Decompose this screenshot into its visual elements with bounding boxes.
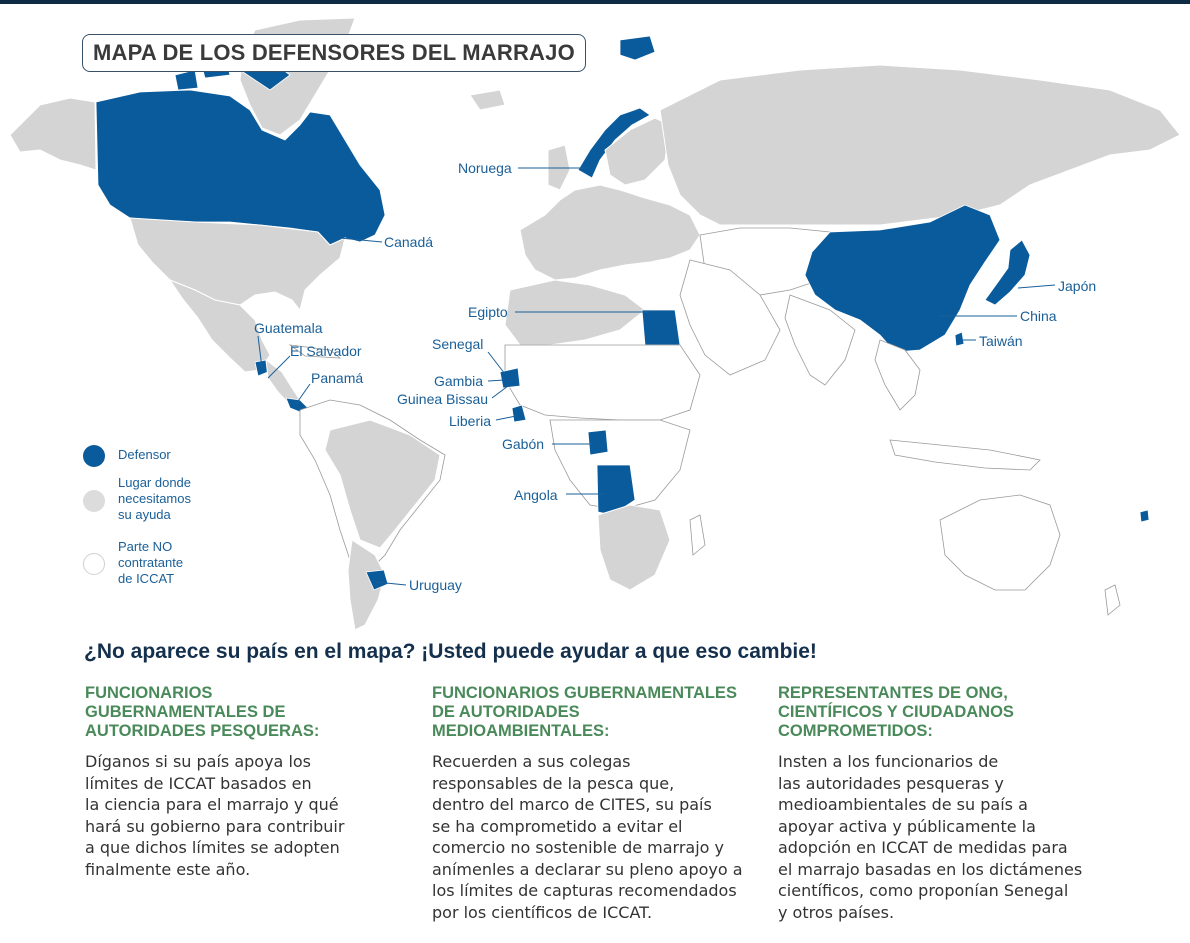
legend-need-help-label: Lugar donde necesitamos su ayuda <box>118 475 192 522</box>
column-body: Recuerden a sus colegas responsables de la pesca que, dentro del marco de CITES, su país se ha comprometido a evitar el comercio no sostenible de marrajo y anímenles a declarar su pleno apoyo a los límites de capturas recomendados por los científicos de ICCAT. <box>432 752 743 922</box>
iceland <box>470 90 505 110</box>
legend-defender-label: Defensor <box>118 447 171 462</box>
egypt-shape <box>642 310 680 345</box>
alaska <box>10 98 96 170</box>
europe <box>520 185 700 280</box>
column-ngo-scientists-citizens <box>778 684 1108 923</box>
liberia-shape <box>512 405 526 422</box>
column-heading: FUNCIONARIOS GUBERNAMENTALES DE AUTORIDADES PESQUERAS: <box>85 684 320 740</box>
leader-liberia <box>496 416 516 420</box>
label-egipto: Egipto <box>468 304 508 320</box>
sahel <box>505 345 700 420</box>
svalbard-shape <box>620 36 655 60</box>
label-uruguay: Uruguay <box>409 577 462 593</box>
label-japon: Japón <box>1058 278 1097 294</box>
australia <box>940 495 1060 590</box>
label-senegal: Senegal <box>432 336 484 352</box>
label-el-salvador: El Salvador <box>290 343 362 359</box>
column-heading: REPRESENTANTES DE ONG, CIENTÍFICOS Y CIUDADANOS COMPROMETIDOS: <box>778 684 1014 740</box>
label-liberia: Liberia <box>449 413 492 429</box>
column-body: Díganos si su país apoya los límites de ICCAT basados en la ciencia para el marrajo y qué hará su gobierno para contribuir a que dichos límites se adopten finalmente este año. <box>85 752 345 879</box>
taiwan-shape <box>955 332 964 346</box>
label-guatemala: Guatemala <box>254 320 323 336</box>
label-gabon: Gabón <box>502 436 545 452</box>
label-guinea-bissau: Guinea Bissau <box>397 391 489 407</box>
call-to-action-headline: ¿No aparece su país en el mapa? ¡Usted puede ayudar a que eso cambie! <box>84 640 817 663</box>
leader-senegal <box>488 352 505 374</box>
central-america <box>266 360 300 405</box>
label-noruega: Noruega <box>458 160 512 176</box>
madagascar <box>690 515 705 555</box>
column-body: Insten a los funcionarios de las autoridades pesqueras y medioambientales de su país a apoyar activa y públicamente la adopción en ICCAT de medidas para el marrajo basadas en los dictámenes científicos, como proponían Senegal y otros países. <box>778 752 1083 922</box>
pacific-island <box>1140 510 1149 522</box>
label-china: China <box>1020 308 1057 324</box>
map-title: MAPA DE LOS DEFENSORES DEL MARRAJO <box>82 34 586 72</box>
legend-need-help-swatch <box>83 490 105 512</box>
column-environment-officials <box>432 684 772 923</box>
column-fisheries-officials <box>85 684 415 880</box>
russia <box>660 65 1180 225</box>
indonesia <box>890 440 1040 470</box>
label-gambia: Gambia <box>434 373 484 389</box>
legend-non-party-swatch <box>83 553 105 575</box>
gabon-shape <box>588 430 608 455</box>
label-angola: Angola <box>514 487 558 503</box>
leader-japon <box>1018 285 1055 288</box>
new-zealand <box>1105 585 1120 615</box>
legend-defender-swatch <box>83 445 105 467</box>
southern-africa <box>598 505 670 590</box>
leader-guinea-bissau <box>492 386 508 398</box>
leader-panama <box>296 384 310 404</box>
usa <box>130 218 345 310</box>
column-heading: FUNCIONARIOS GUBERNAMENTALES DE AUTORIDADES MEDIOAMBIENTALES: <box>432 684 737 740</box>
label-panama: Panamá <box>311 370 364 386</box>
label-canada: Canadá <box>384 234 434 250</box>
legend-non-party-label: Parte NO contratante de ICCAT <box>118 539 184 586</box>
label-taiwan: Taiwán <box>979 333 1023 349</box>
